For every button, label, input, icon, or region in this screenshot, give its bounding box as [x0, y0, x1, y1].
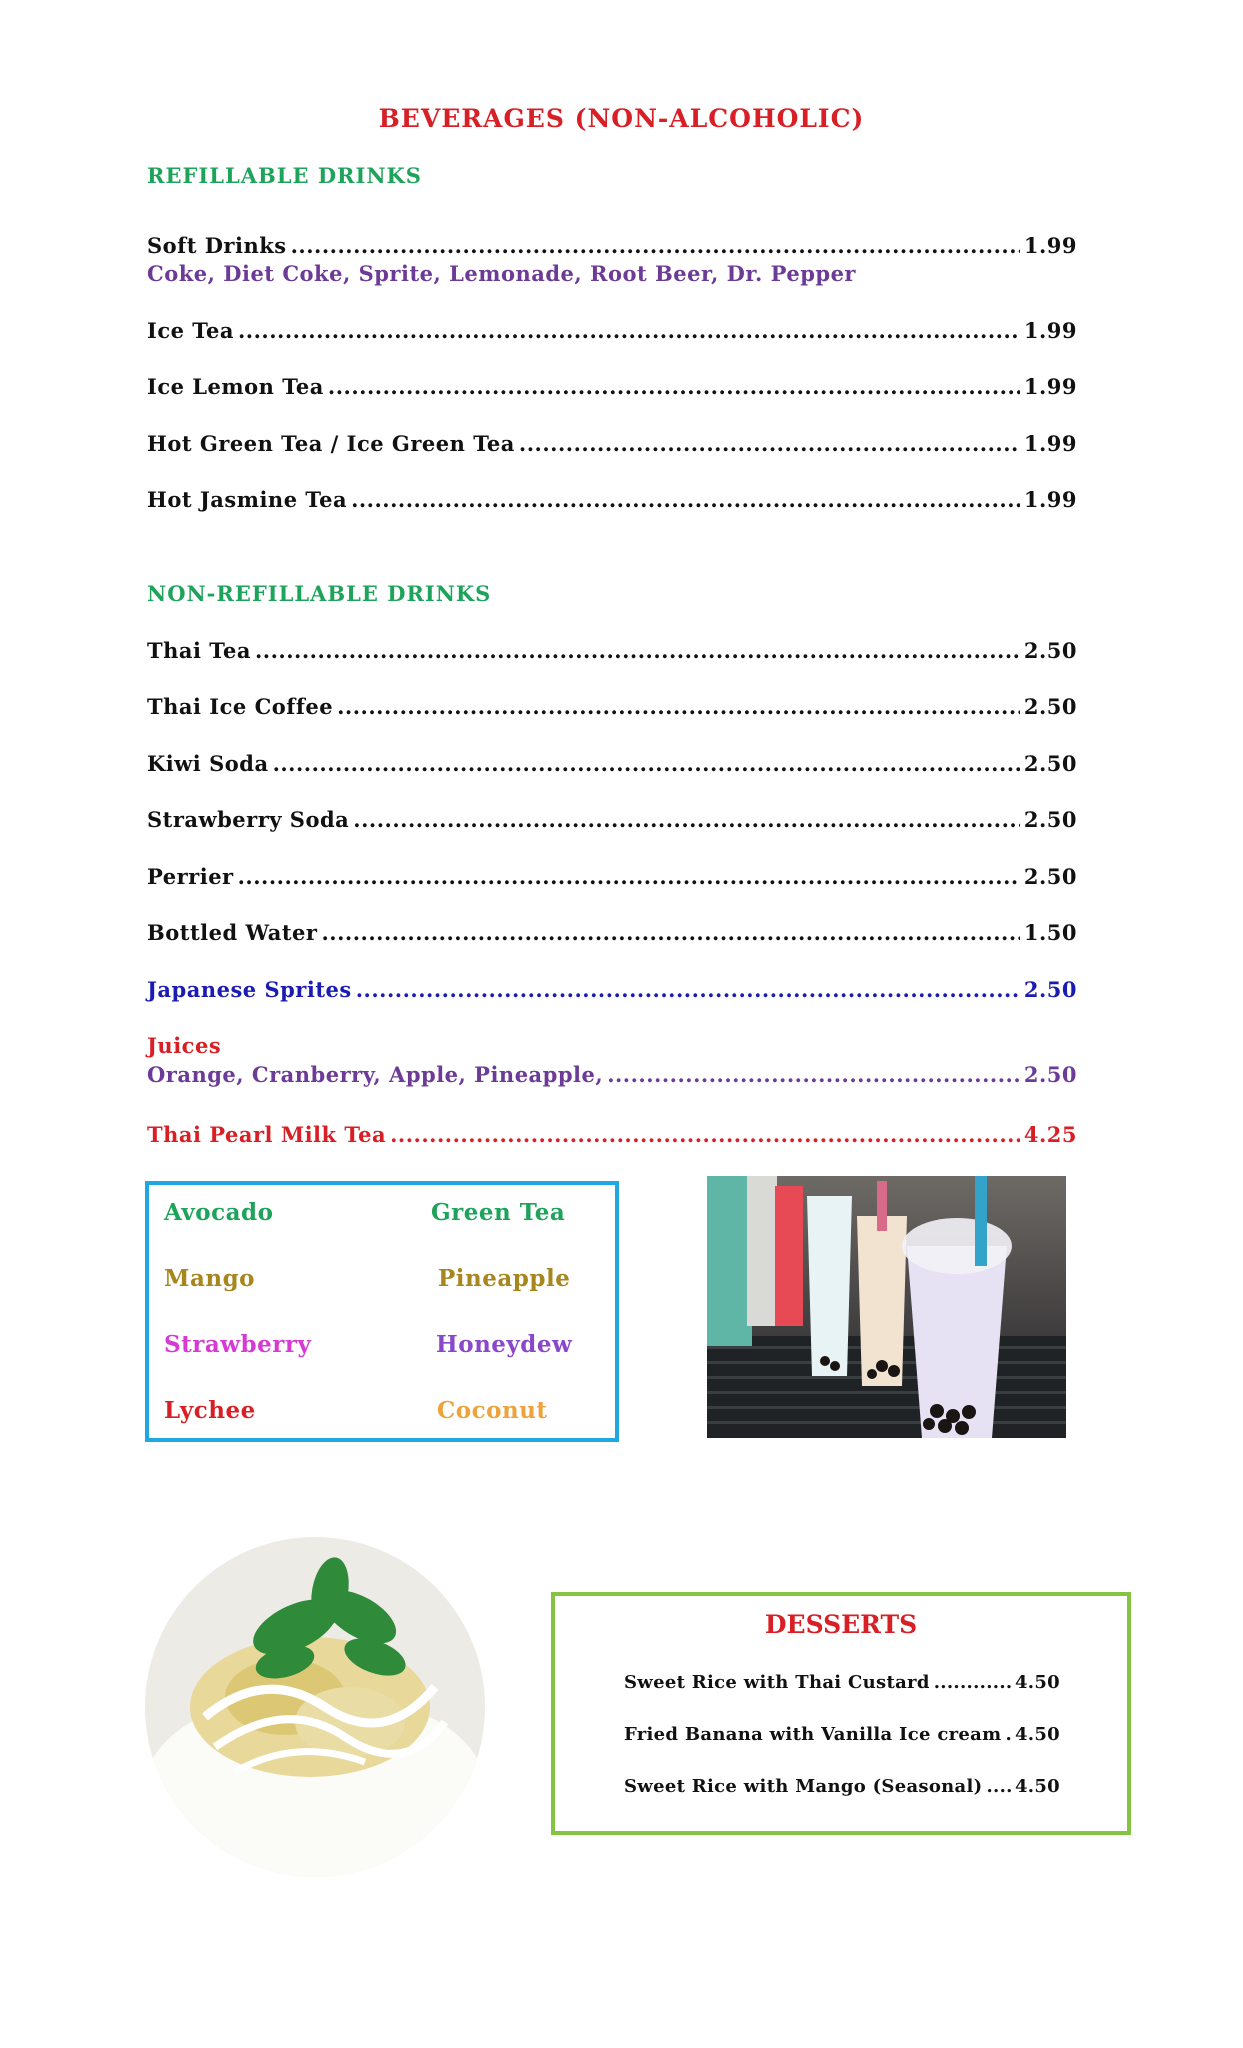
menu-item-japanese-sprites	[147, 977, 1077, 1002]
menu-item-thai-ice-coffee	[147, 694, 1077, 719]
menu-item-kiwi-soda	[147, 751, 1077, 776]
juices-label: Juices	[147, 1033, 222, 1058]
dessert-price: 4.50	[1014, 1724, 1060, 1745]
menu-item-ice-lemon-tea	[147, 374, 1077, 399]
flavor-mango: Mango	[164, 1265, 256, 1292]
menu-item-ice-tea	[147, 318, 1077, 343]
dessert-price: 4.50	[1014, 1776, 1060, 1797]
sweet-rice-dessert-photo	[145, 1537, 485, 1877]
item-name: Ice Lemon Tea	[147, 374, 324, 399]
dot-leader	[986, 1776, 1010, 1797]
item-price: 1.99	[1023, 431, 1077, 456]
dessert-item-thai-custard	[624, 1672, 1060, 1693]
refillable-heading: REFILLABLE DRINKS	[147, 163, 422, 188]
dessert-name: Fried Banana with Vanilla Ice cream	[624, 1724, 1002, 1745]
dot-leader	[321, 920, 1019, 945]
dot-leader	[934, 1672, 1011, 1693]
dessert-name: Sweet Rice with Mango (Seasonal)	[624, 1776, 983, 1797]
item-name: Kiwi Soda	[147, 751, 269, 776]
dot-leader	[238, 318, 1020, 343]
dessert-name: Sweet Rice with Thai Custard	[624, 1672, 930, 1693]
item-price: 2.50	[1023, 751, 1077, 776]
soft-drinks-options: Coke, Diet Coke, Sprite, Lemonade, Root Beer, Dr. Pepper	[147, 261, 856, 286]
item-price: 2.50	[1023, 638, 1077, 663]
non-refillable-heading: NON-REFILLABLE DRINKS	[147, 581, 492, 606]
item-name: Orange, Cranberry, Apple, Pineapple,	[147, 1062, 604, 1087]
dot-leader	[519, 431, 1020, 456]
dessert-item-fried-banana	[624, 1724, 1060, 1745]
menu-item-strawberry-soda	[147, 807, 1077, 832]
item-name: Japanese Sprites	[147, 977, 352, 1002]
item-name: Perrier	[147, 864, 234, 889]
menu-item-soft-drinks	[147, 233, 1077, 258]
dessert-item-sweet-rice-mango	[624, 1776, 1060, 1797]
item-name: Soft Drinks	[147, 233, 287, 258]
item-name: Thai Ice Coffee	[147, 694, 334, 719]
flavor-coconut: Coconut	[437, 1397, 548, 1424]
menu-item-juices	[147, 1062, 1077, 1087]
item-price: 4.25	[1023, 1122, 1077, 1147]
dot-leader	[238, 864, 1020, 889]
item-name: Strawberry Soda	[147, 807, 350, 832]
menu-item-thai-pearl-milk-tea	[147, 1122, 1077, 1147]
page-title: BEVERAGES (NON-ALCOHOLIC)	[378, 104, 865, 133]
menu-item-bottled-water	[147, 920, 1077, 945]
item-price: 2.50	[1023, 977, 1077, 1002]
item-price: 1.50	[1023, 920, 1077, 945]
dot-leader	[607, 1062, 1020, 1087]
dot-leader	[291, 233, 1020, 258]
item-name: Thai Pearl Milk Tea	[147, 1122, 387, 1147]
menu-item-perrier	[147, 864, 1077, 889]
item-price: 1.99	[1023, 374, 1077, 399]
item-name: Hot Green Tea / Ice Green Tea	[147, 431, 515, 456]
flavor-lychee: Lychee	[164, 1397, 256, 1424]
flavor-honeydew: Honeydew	[436, 1331, 573, 1358]
dessert-price: 4.50	[1014, 1672, 1060, 1693]
desserts-heading: DESSERTS	[764, 1610, 918, 1639]
desserts-box	[551, 1592, 1131, 1835]
item-price: 1.99	[1023, 233, 1077, 258]
dot-leader	[328, 374, 1020, 399]
flavor-avocado: Avocado	[164, 1199, 274, 1226]
pearl-milk-tea-flavors-box	[145, 1181, 619, 1442]
item-price: 2.50	[1023, 807, 1077, 832]
menu-item-jasmine-tea	[147, 487, 1077, 512]
item-price: 1.99	[1023, 318, 1077, 343]
dot-leader	[353, 807, 1020, 832]
dot-leader	[337, 694, 1020, 719]
flavor-pineapple: Pineapple	[438, 1265, 571, 1292]
item-price: 2.50	[1023, 694, 1077, 719]
flavor-strawberry: Strawberry	[164, 1331, 312, 1358]
menu-item-green-tea	[147, 431, 1077, 456]
menu-item-thai-tea	[147, 638, 1077, 663]
item-price: 2.50	[1023, 1062, 1077, 1087]
dot-leader	[356, 977, 1020, 1002]
item-price: 2.50	[1023, 864, 1077, 889]
dot-leader	[390, 1122, 1020, 1147]
item-name: Ice Tea	[147, 318, 234, 343]
dot-leader	[351, 487, 1020, 512]
bubble-tea-photo	[707, 1176, 1066, 1438]
item-name: Bottled Water	[147, 920, 318, 945]
dot-leader	[1005, 1724, 1011, 1745]
item-price: 1.99	[1023, 487, 1077, 512]
flavor-green-tea: Green Tea	[431, 1199, 566, 1226]
dot-leader	[273, 751, 1020, 776]
dot-leader	[255, 638, 1020, 663]
item-name: Hot Jasmine Tea	[147, 487, 348, 512]
item-name: Thai Tea	[147, 638, 251, 663]
